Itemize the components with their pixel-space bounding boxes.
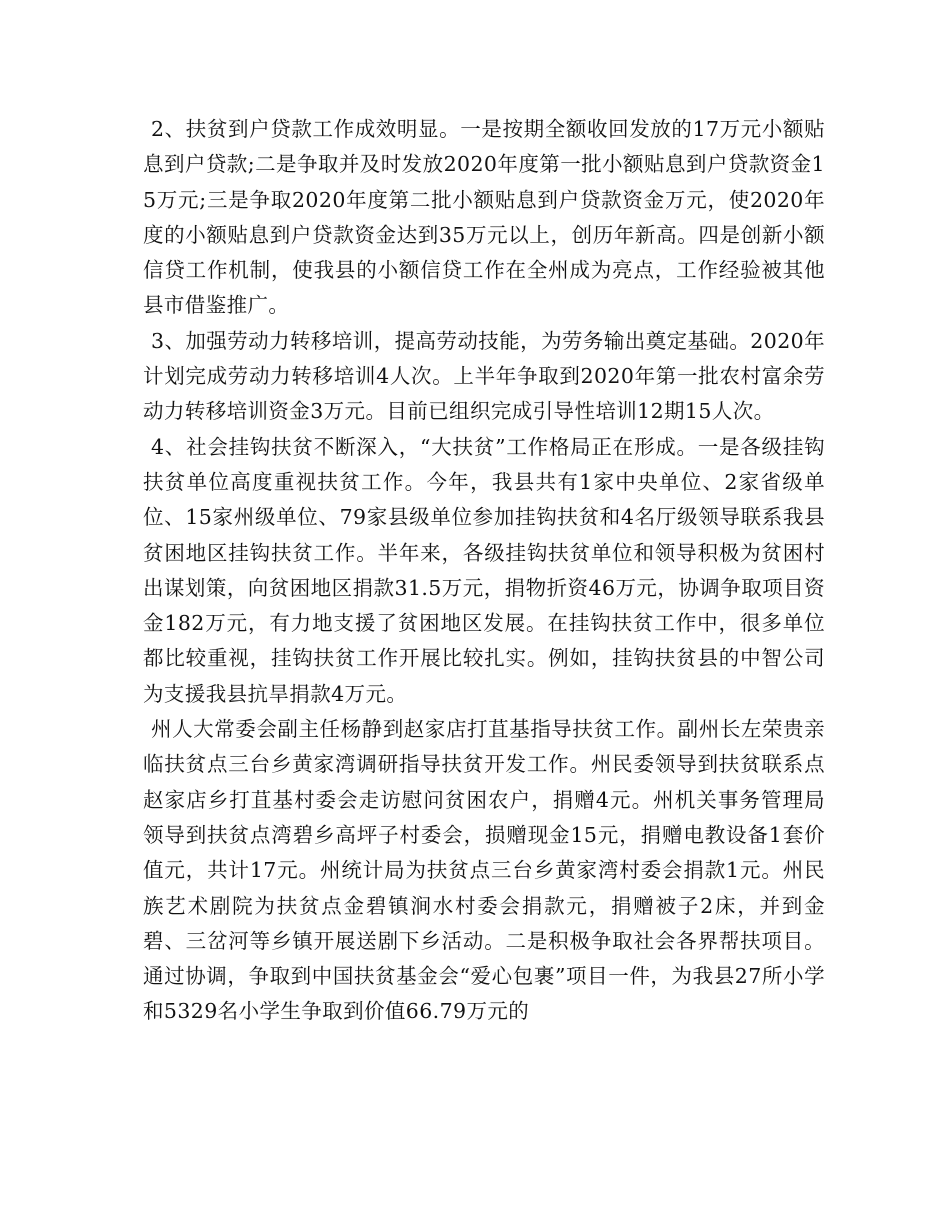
paragraph-loan-results: 2、扶贫到户贷款工作成效明显。一是按期全额收回发放的17万元小额贴息到户贷款;二是争取并及时发放2020年度第一批小额贴息到户贷款资金15万元;三是争取2020年度第二批小额贴息到户贷款资金万元，使2020年度的小额贴息到户贷款资金达到35万元以上，创历年新高。四是创新小额信贷工作机制，使我县的小额信贷工作在全州成为亮点，工作经验被其他县市借鉴推广。 [143, 117, 825, 318]
paragraph-labor-training: 3、加强劳动力转移培训，提高劳动技能，为劳务输出奠定基础。2020年计划完成劳动力转移培训4人次。上半年争取到2020年第一批农村富余劳动力转移培训资金3万元。目前已组织完成引导性培训12期15人次。 [143, 328, 825, 424]
paragraph-social-support: 4、社会挂钩扶贫不断深入，“大扶贫”工作格局正在形成。一是各级挂钩扶贫单位高度重视扶贫工作。今年，我县共有1家中央单位、2家省级单位、15家州级单位、79家县级单位参加挂钩扶贫和4名厅级领导联系我县贫困地区挂钩扶贫工作。半年来，各级挂钩扶贫单位和领导积极为贫困村出谋划策，向贫困地区捐款31.5万元，捐物折资46万元，协调争取项目资金182万元，有力地支援了贫困地区发展。在挂钩扶贫工作中，很多单位都比较重视，挂钩扶贫工作开展比较扎实。例如，挂钩扶贫县的中智公司为支援我县抗旱捐款4万元。 [143, 434, 825, 706]
paragraph-leader-visits: 州人大常委会副主任杨静到赵家店打苴基指导扶贫工作。副州长左荣贵亲临扶贫点三台乡黄家湾调研指导扶贫开发工作。州民委领导到扶贫联系点赵家店乡打苴基村委会走访慰问贫困农户，捐赠4元。州机关事务管理局领导到扶贫点湾碧乡高坪子村委会，损赠现金15元，捐赠电教设备1套价值元，共计17元。州统计局为扶贫点三台乡黄家湾村委会捐款1元。州民族艺术剧院为扶贫点金碧镇涧水村委会捐款元，捐赠被子2床，并到金碧、三岔河等乡镇开展送剧下乡活动。二是积极争取社会各界帮扶项目。通过协调，争取到中国扶贫基金会“爱心包裹”项目一件，为我县27所小学和5329名小学生争取到价值66.79万元的 [143, 717, 825, 1024]
document-body [143, 112, 825, 1030]
